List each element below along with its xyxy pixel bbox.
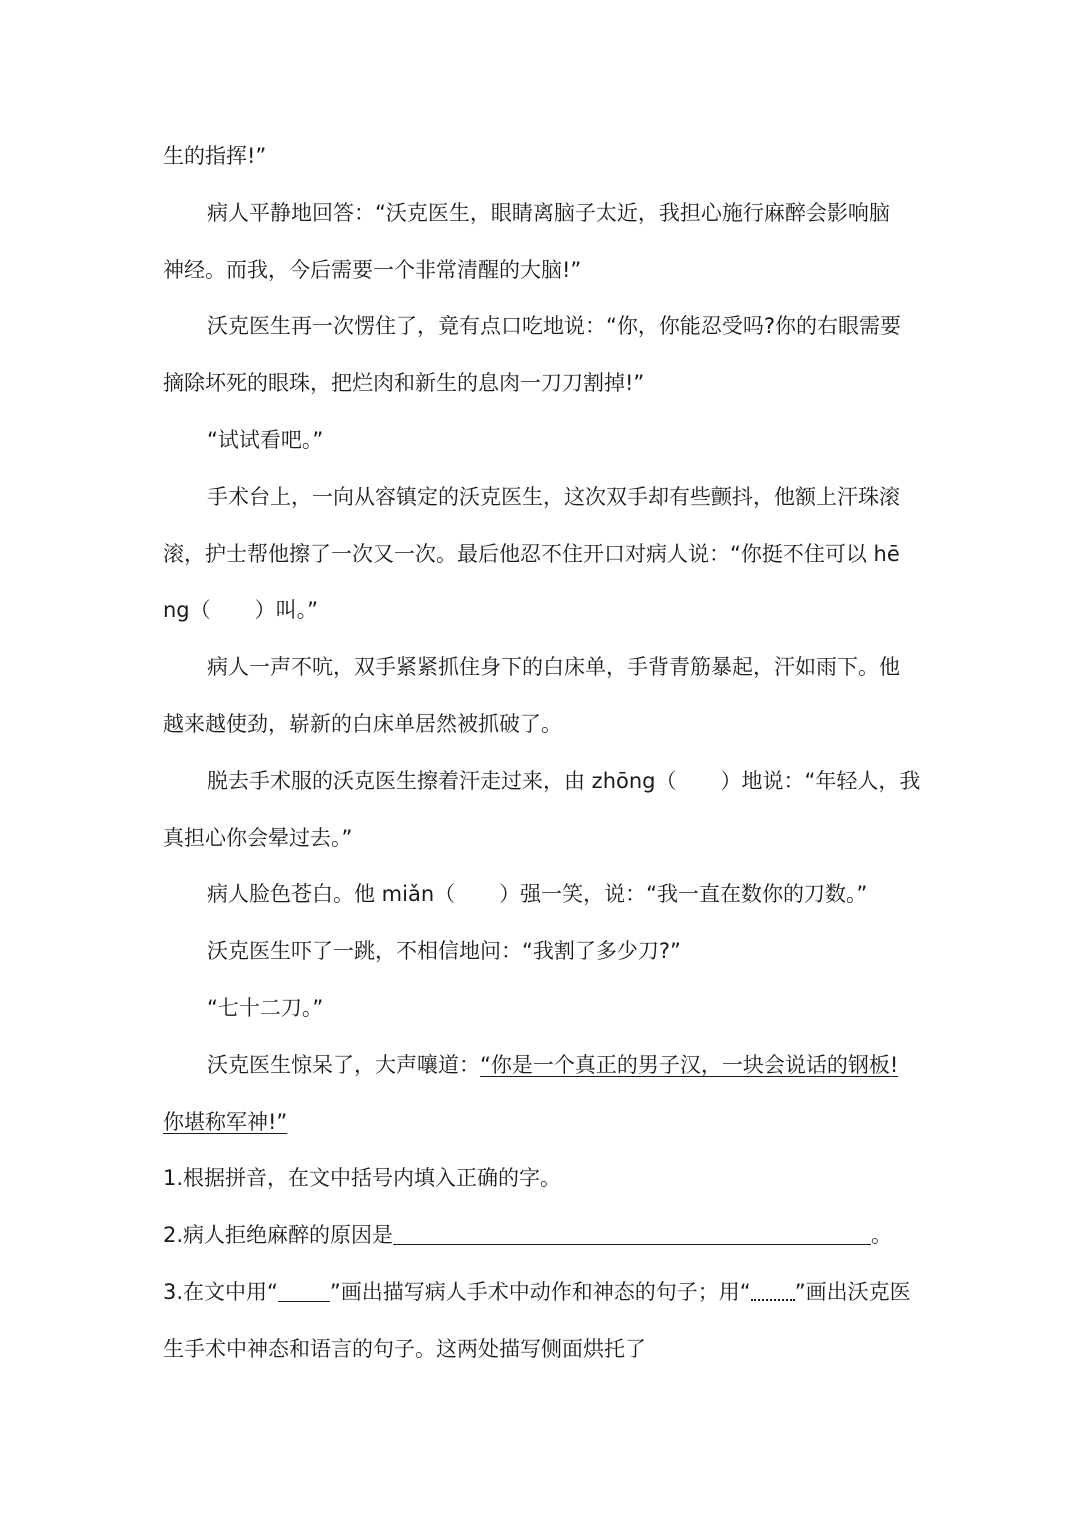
line-text: 病人一声不吭，双手紧紧抓住身下的白床单，手背青筋暴起，汗如雨下。他 bbox=[207, 655, 900, 680]
text-line bbox=[163, 128, 923, 185]
text-line bbox=[163, 242, 923, 299]
question-3 bbox=[163, 1264, 923, 1321]
text-line bbox=[163, 355, 923, 412]
answer-blank-reason[interactable] bbox=[393, 1222, 871, 1245]
line-text: “试试看吧。” bbox=[207, 427, 324, 452]
line-text: 病人脸色苍白。他 miǎn（ bbox=[207, 882, 456, 907]
line-text: 沃克医生吓了一跳，不相信地问：“我割了多少刀?” bbox=[207, 939, 681, 964]
question-2 bbox=[163, 1207, 923, 1264]
underlined-sentence: 你堪称军神!” bbox=[163, 1109, 288, 1134]
line-text: ）强一笑，说：“我一直在数你的刀数。” bbox=[499, 882, 868, 907]
text-line bbox=[163, 526, 923, 583]
text-line bbox=[163, 412, 923, 469]
line-text: 越来越使劲，崭新的白床单居然被抓破了。 bbox=[163, 711, 562, 736]
text-line bbox=[163, 298, 923, 355]
line-text: 手术台上，一向从容镇定的沃克医生，这次双手却有些颤抖，他额上汗珠滚 bbox=[207, 484, 900, 509]
line-text: 滚，护士帮他擦了一次又一次。最后他忍不住开口对病人说：“你挺不住可以 hē bbox=[163, 541, 900, 566]
straight-underline-sample bbox=[278, 1279, 330, 1302]
line-text: “七十二刀。” bbox=[207, 995, 324, 1020]
question-text: 3.在文中用“ bbox=[163, 1279, 278, 1304]
line-text: ）叫。” bbox=[254, 598, 319, 623]
line-text: 神经。而我，今后需要一个非常清醒的大脑!” bbox=[163, 257, 582, 282]
text-line bbox=[163, 469, 923, 526]
text-line bbox=[163, 923, 923, 980]
text-line bbox=[163, 582, 923, 639]
text-line bbox=[163, 753, 923, 810]
line-text: 病人平静地回答：“沃克医生，眼睛离脑子太近，我担心施行麻醉会影响脑 bbox=[207, 200, 890, 225]
question-1 bbox=[163, 1150, 923, 1207]
text-line bbox=[163, 639, 923, 696]
text-line bbox=[163, 866, 923, 923]
question-text: 生手术中神态和语言的句子。这两处描写侧面烘托了 bbox=[163, 1336, 646, 1361]
line-text: 摘除坏死的眼珠，把烂肉和新生的息肉一刀刀割掉!” bbox=[163, 371, 645, 396]
line-text: 沃克医生再一次愣住了，竟有点口吃地说：“你，你能忍受吗?你的右眼需要 bbox=[207, 314, 902, 339]
text-line bbox=[163, 980, 923, 1037]
line-text: 生的指挥!” bbox=[163, 144, 267, 168]
text-line bbox=[163, 810, 923, 867]
wavy-underline-sample bbox=[751, 1279, 795, 1301]
question-text: 1.根据拼音，在文中括号内填入正确的字。 bbox=[163, 1166, 562, 1191]
underlined-sentence: “你是一个真正的男子汉，一块会说话的钢板! bbox=[480, 1052, 899, 1077]
question-text: 2.病人拒绝麻醉的原因是 bbox=[163, 1223, 394, 1248]
text-line bbox=[163, 1037, 923, 1094]
line-text: 真担心你会晕过去。” bbox=[163, 825, 353, 850]
question-text: ”画出描写病人手术中动作和神态的句子；用“ bbox=[329, 1279, 751, 1304]
question-3-continued bbox=[163, 1321, 923, 1378]
document-page bbox=[163, 128, 923, 1378]
line-text: ng（ bbox=[163, 598, 211, 623]
line-text: 脱去手术服的沃克医生擦着汗走过来，由 zhōng（ bbox=[207, 768, 677, 793]
text-line bbox=[163, 1094, 923, 1151]
question-text: ”画出沃克医 bbox=[794, 1279, 911, 1304]
text-line bbox=[163, 185, 923, 242]
line-text: ）地说：“年轻人，我 bbox=[720, 768, 921, 793]
text-line bbox=[163, 696, 923, 753]
question-text: 。 bbox=[871, 1223, 893, 1248]
line-text: 沃克医生惊呆了，大声嚷道： bbox=[207, 1052, 480, 1077]
